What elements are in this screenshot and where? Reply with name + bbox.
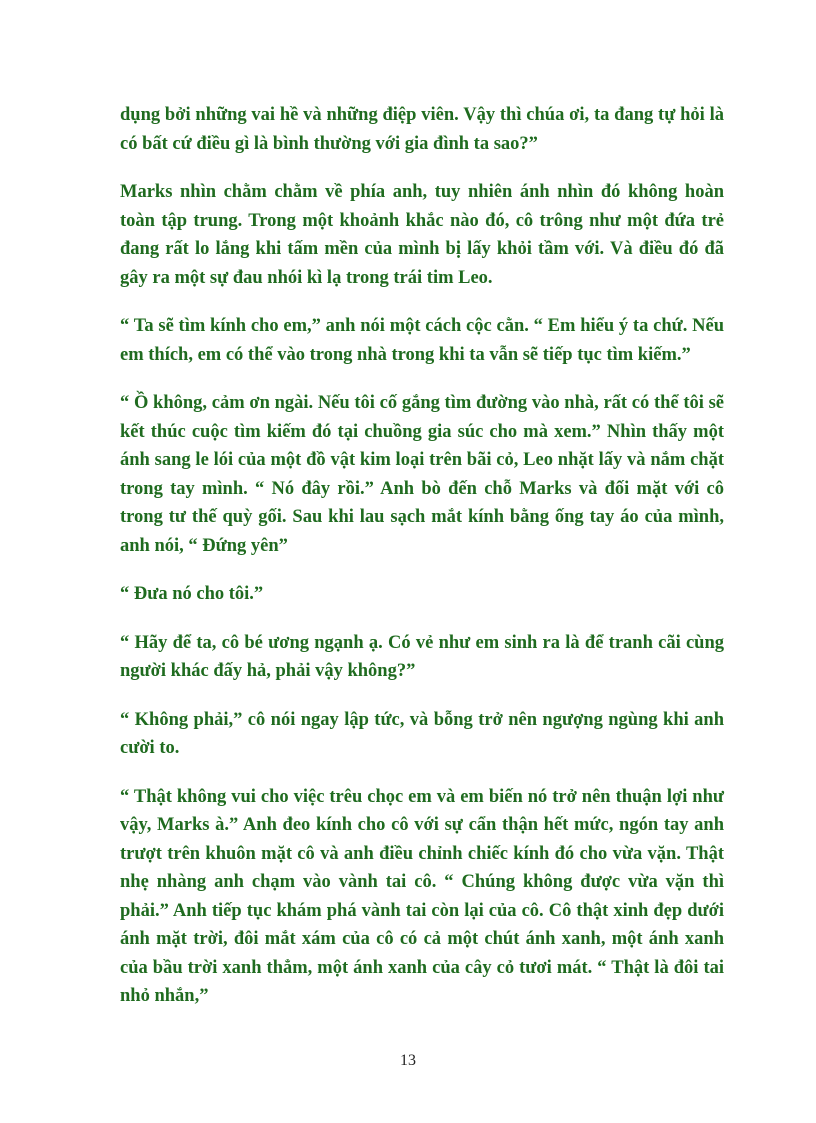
paragraph: “ Thật không vui cho việc trêu chọc em và em biến nó trở nên thuận lợi như vậy, Marks à.” Anh đeo kính cho cô với sự cẩn thận hết mức, ngón tay anh trượt trên khuôn mặt cô và anh điều chỉnh chiếc kính đó cho vừa vặn. Thật nhẹ nhàng anh chạm vào vành tai cô. “ Chúng không được vừa vặn thì phải.” Anh tiếp tục khám phá vành tai còn lại của cô. Cô thật xinh đẹp dưới ánh mặt trời, đôi mắt xám của cô có cả một chút ánh xanh, một ánh xanh của bầu trời xanh thẳm, một ánh xanh của cây cỏ tươi mát. “ Thật là đôi tai nhỏ nhắn,”: [120, 786, 724, 1006]
paragraph: “ Không phải,” cô nói ngay lập tức, và bỗng trở nên ngượng ngùng khi anh cười to.: [120, 709, 724, 758]
body-text: [120, 101, 724, 1031]
paragraph: “ Hãy để ta, cô bé ương ngạnh ạ. Có vẻ như em sinh ra là để tranh cãi cùng người khác đấy hả, phải vậy không?”: [120, 632, 724, 681]
paragraph: dụng bởi những vai hề và những điệp viên. Vậy thì chúa ơi, ta đang tự hỏi là có bất cứ điều gì là bình thường với gia đình ta sao?”: [120, 105, 724, 154]
paragraph: “ Ồ không, cảm ơn ngài. Nếu tôi cố gắng tìm đường vào nhà, rất có thể tôi sẽ kết thúc cuộc tìm kiếm đó tại chuồng gia súc cho mà xem.” Nhìn thấy một ánh sang le lói của một đồ vật kim loại trên bãi cỏ, Leo nhặt lấy và nắm chặt trong tay mình. “ Nó đây rồi.” Anh bò đến chỗ Marks và đối mặt với cô trong tư thế quỳ gối. Sau khi lau sạch mắt kính bằng ống tay áo của mình, anh nói, “ Đứng yên”: [120, 393, 724, 556]
paragraph: “ Đưa nó cho tôi.”: [120, 584, 264, 604]
paragraph: Marks nhìn chằm chằm về phía anh, tuy nhiên ánh nhìn đó không hoàn toàn tập trung. Trong một khoảnh khắc nào đó, cô trông như một đứa trẻ đang rất lo lắng khi tấm mền của mình bị lấy khỏi tầm với. Và điều đó đã gây ra một sự đau nhói kì lạ trong trái tim Leo.: [120, 182, 724, 288]
page-number: 13: [400, 1052, 416, 1069]
paragraph: “ Ta sẽ tìm kính cho em,” anh nói một cách cộc cằn. “ Em hiểu ý ta chứ. Nếu em thích, em có thể vào trong nhà trong khi ta vẫn sẽ tiếp tục tìm kiếm.”: [120, 316, 724, 365]
